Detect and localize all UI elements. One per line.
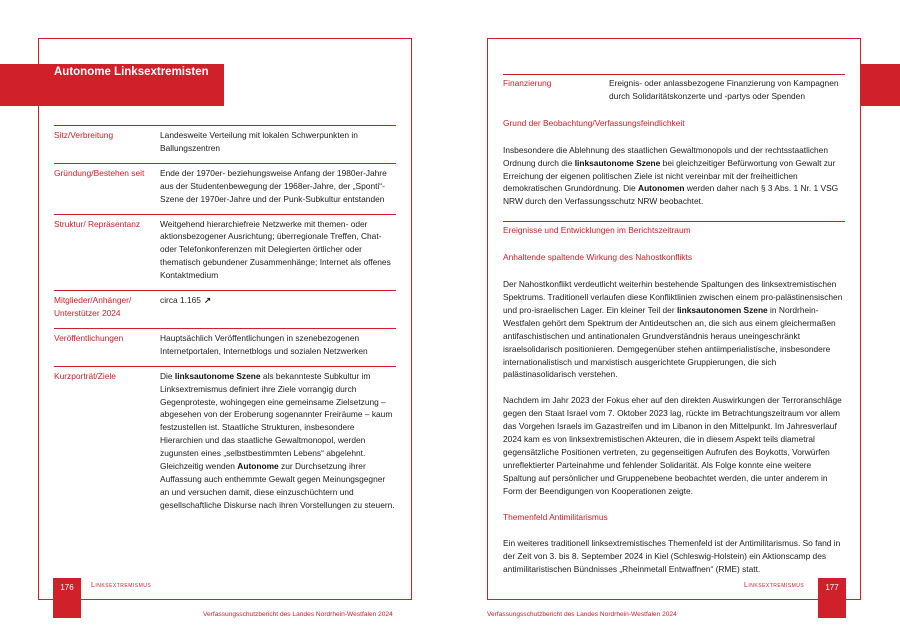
paragraph: Ein weiteres traditionell linksextremistisches Themenfeld ist der Antimilitarismus. So fand in der Zeit von 3. bis 8. September 2024 in Kiel (Schleswig-Holstein) ein Aktionscamp des antimilitaristischen Bündnisses „Rheinmetall Entwaffnen“ (RME) statt.	[503, 538, 841, 575]
section-heading: Themenfeld Antimilitarismus	[503, 511, 608, 522]
section-heading: Grund der Beobachtung/Verfassungsfeindlichkeit	[503, 117, 685, 128]
section-heading: Ereignisse und Entwicklungen im Berichtszeitraum	[503, 221, 845, 237]
fact-value: Ende der 1970er- beziehungsweise Anfang der 1980er-Jahre aus der Studentenbewegung der 1968er-Jahre, der „Sponti“-Szene der 1970er-Jahre und der Punk-Subkultur entstanden	[160, 167, 387, 204]
finance-row	[503, 74, 845, 103]
fact-value: Hauptsächlich Veröffentlichungen in szenebezogenen Internetportalen, Internetblogs und sozialen Netzwerken	[160, 332, 368, 356]
running-head: Linksextremismus	[91, 582, 152, 589]
fact-value	[160, 294, 396, 320]
paragraph: Nachdem im Jahr 2023 der Fokus eher auf den direkten Auswirkungen der Terroranschläge gegen den Staat Israel vom 7. Oktober 2023 lag, rückte im Betrachtungszeitraum vor allem das Vorgehen Israels im Gazastreifen und im Libanon in den Mittelpunkt. Im Jahresverlauf 2024 kam es von linksextremistischen Akteuren, die in diesem Aspekt teils diametral gegensätzliche Positionen vertreten, zu gegenseitigen Aufrufen des Boykotts, Vorwürfen unreflektierter Parteinahme und fehlender Solidarität. Als Folge konnte eine weitere Spaltung auf persönlicher und Gruppenebene beobachtet werden, die unter anderem in Form der Beendigungen von Kooperationen zeigte.	[503, 395, 842, 496]
fact-label: Kurzporträt/Ziele	[54, 370, 116, 381]
paragraph: Der Nahostkonflikt verdeutlicht weiterhin bestehende Spaltungen des linksextremistischen Spektrums. Traditionell verlaufen diese Konfliktlinien zwischen einem pro-palästinensischen und pro-israelischen Lager. Ein kleiner Teil der linksautonomen Szene in Nordrhein-Westfalen gehört dem Spektrum der Antideutschen an, die sich aus einem gleichermaßen antifaschistischen und antinationalen Grundverständnis heraus uneingeschränkt israelsolidarisch positionieren. Demgegenüber stehen antiimperialistische, insbesondere internationalistisch und marxistisch ausgerichtete Gruppierungen, die sich palästinasolidarisch verstehen.	[503, 279, 843, 380]
trend-up-icon: ↗	[203, 295, 211, 306]
footer: Verfassungsschutzbericht des Landes Nordrhein-Westfalen 2024	[487, 611, 677, 618]
page-title: Autonome Linksextremisten	[54, 66, 209, 78]
fact-label: Veröffentlichungen	[54, 332, 124, 343]
paragraph: Insbesondere die Ablehnung des staatlichen Gewaltmonopols und der rechtsstaatlichen Ordnung durch die linksautonome Szene bei gleichzeitiger Befürwortung von Gewalt zur Erreichung der eigenen politischen Ziele ist nicht vereinbar mit der freiheitlichen demokratischen Grundordnung. Die Autonomen werden daher nach § 3 Abs. 1 Nr. 1 VSG NRW durch den Verfassungsschutz NRW beobachtet.	[503, 144, 839, 207]
profile-text: Die linksautonome Szene als bekannteste Subkultur im Linksextremismus definiert ihre Ziele vorrangig durch Gegenproteste, wohingegen eine gemeinsame Zielsetzung – abgesehen von der Eroberung sogenannter Freiräume – kaum festzustellen ist. Staatliche Strukturen, insbesondere Hierarchien und das staatliche Gewaltmonopol, werden zugunsten eines „selbstbestimmten Lebens“ abgelehnt. Gleichzeitig wenden Autonome zur Durchsetzung ihrer Auffassung auch enthemmte Gewalt gegen Meinungsgegner an und versuchen damit, diese einzuschüchtern und gesellschaftliche Diskurse nach ihren Vorstellungen zu steuern.	[160, 370, 395, 510]
fact-label: Sitz/Verbreitung	[54, 130, 114, 140]
fact-row	[54, 290, 396, 328]
section-heading: Anhaltende spaltende Wirkung des Nahostkonflikts	[503, 252, 693, 263]
fact-row	[54, 366, 396, 520]
fact-label: Struktur/ Repräsentanz	[54, 218, 141, 229]
finance-label: Finanzierung	[503, 78, 552, 88]
fact-label: Gründung/Bestehen seit	[54, 167, 145, 178]
right-tab	[860, 64, 900, 106]
right-column	[503, 74, 845, 589]
fact-row	[54, 163, 396, 214]
footer: Verfassungsschutzbericht des Landes Nordrhein-Westfalen 2024	[203, 611, 393, 618]
running-head: Linksextremismus	[744, 582, 805, 589]
fact-table	[54, 125, 396, 520]
fact-row	[54, 328, 396, 366]
member-count: circa 1.165	[160, 295, 201, 306]
fact-row	[54, 214, 396, 291]
fact-row	[54, 125, 396, 163]
fact-value: Landesweite Verteilung mit lokalen Schwerpunkten in Ballungszentren	[160, 130, 358, 153]
finance-value: Ereignis- oder anlassbezogene Finanzierung von Kampagnen durch Solidaritätskonzerte und -partys oder Spenden	[609, 78, 839, 101]
fact-label: Mitglieder/Anhänger/ Unterstützer 2024	[54, 295, 132, 318]
fact-value: Weitgehend hierarchiefreie Netzwerke mit themen- oder aktionsbezogener Ausrichtung; überregionale Treffen, Chat- oder Telefonkonferenzen mit Delegierten örtlicher oder thematisch gebundener Zusammenhänge; Internet als offenes Kontaktmedium	[160, 218, 391, 281]
page-number: 177	[818, 578, 846, 618]
page-number: 176	[53, 578, 81, 618]
